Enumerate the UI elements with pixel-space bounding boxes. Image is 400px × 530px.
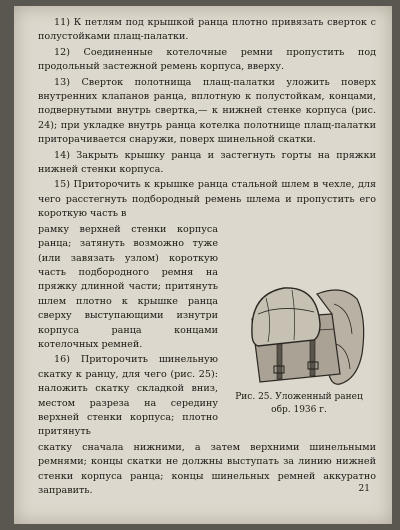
book-page xyxy=(14,6,392,524)
page-number: 21 xyxy=(358,484,370,494)
packed-backpack-illustration xyxy=(222,274,372,394)
paragraph-11: 11) К петлям под крышкой ранца плотно привязать сверток с полустойками плащ-палатки. xyxy=(38,17,376,43)
paragraph-13: 13) Сверток полотнища плащ-палатки уложить поверх внутренних клапанов ранца, вплотную к полустойкам, концами, подвернутыми внутрь свертка,— к нижней стенке корпуса (рис. 24); при укладке внутрь ранца котелка полотнище плащ-палатки приторачивается снаружи, поверх шинельной скатки. xyxy=(38,76,376,146)
paragraph-15-continued: рамку верхней стенки корпуса ранца; затянуть возможно туже (или завязать узлом) короткую часть подбородного ремня на пряжку длинной части; притянуть шлем плотно к крышке ранца сверху выступающими изнутри корпуса ранца концами котелочных ремней. xyxy=(38,223,218,350)
caption-line-2: обр. 1936 г. xyxy=(271,405,327,415)
caption-line-1: Рис. 25. Уложенный ранец xyxy=(235,392,363,402)
paragraph-16-continued: скатку сначала нижними, а затем верхними шинельными ремнями; концы скатки не должны выступать за линию нижней стенки корпуса ранца; концы шинельных ремней аккуратно заправить. xyxy=(38,441,376,496)
paragraph-16: 16) Приторочить шинельную скатку к ранцу, для чего (рис. 25): наложить скатку складкой вниз, местом разреза на середину верхней стенки корпуса; плотно притянуть xyxy=(38,354,218,438)
paragraph-14: 14) Закрыть крышку ранца и застегнуть горты на пряжки нижней стенки корпуса. xyxy=(38,149,376,176)
figure-caption xyxy=(219,391,379,417)
page-text xyxy=(38,16,376,499)
paragraph-12: 12) Соединенные котелочные ремни пропустить под продольный застежной ремень корпуса, вверху. xyxy=(38,46,376,73)
paragraph-15: 15) Приторочить к крышке ранца стальной шлем в чехле, для чего расстегнуть подбородный ремень шлема и пропустить его короткую часть в xyxy=(38,179,376,220)
